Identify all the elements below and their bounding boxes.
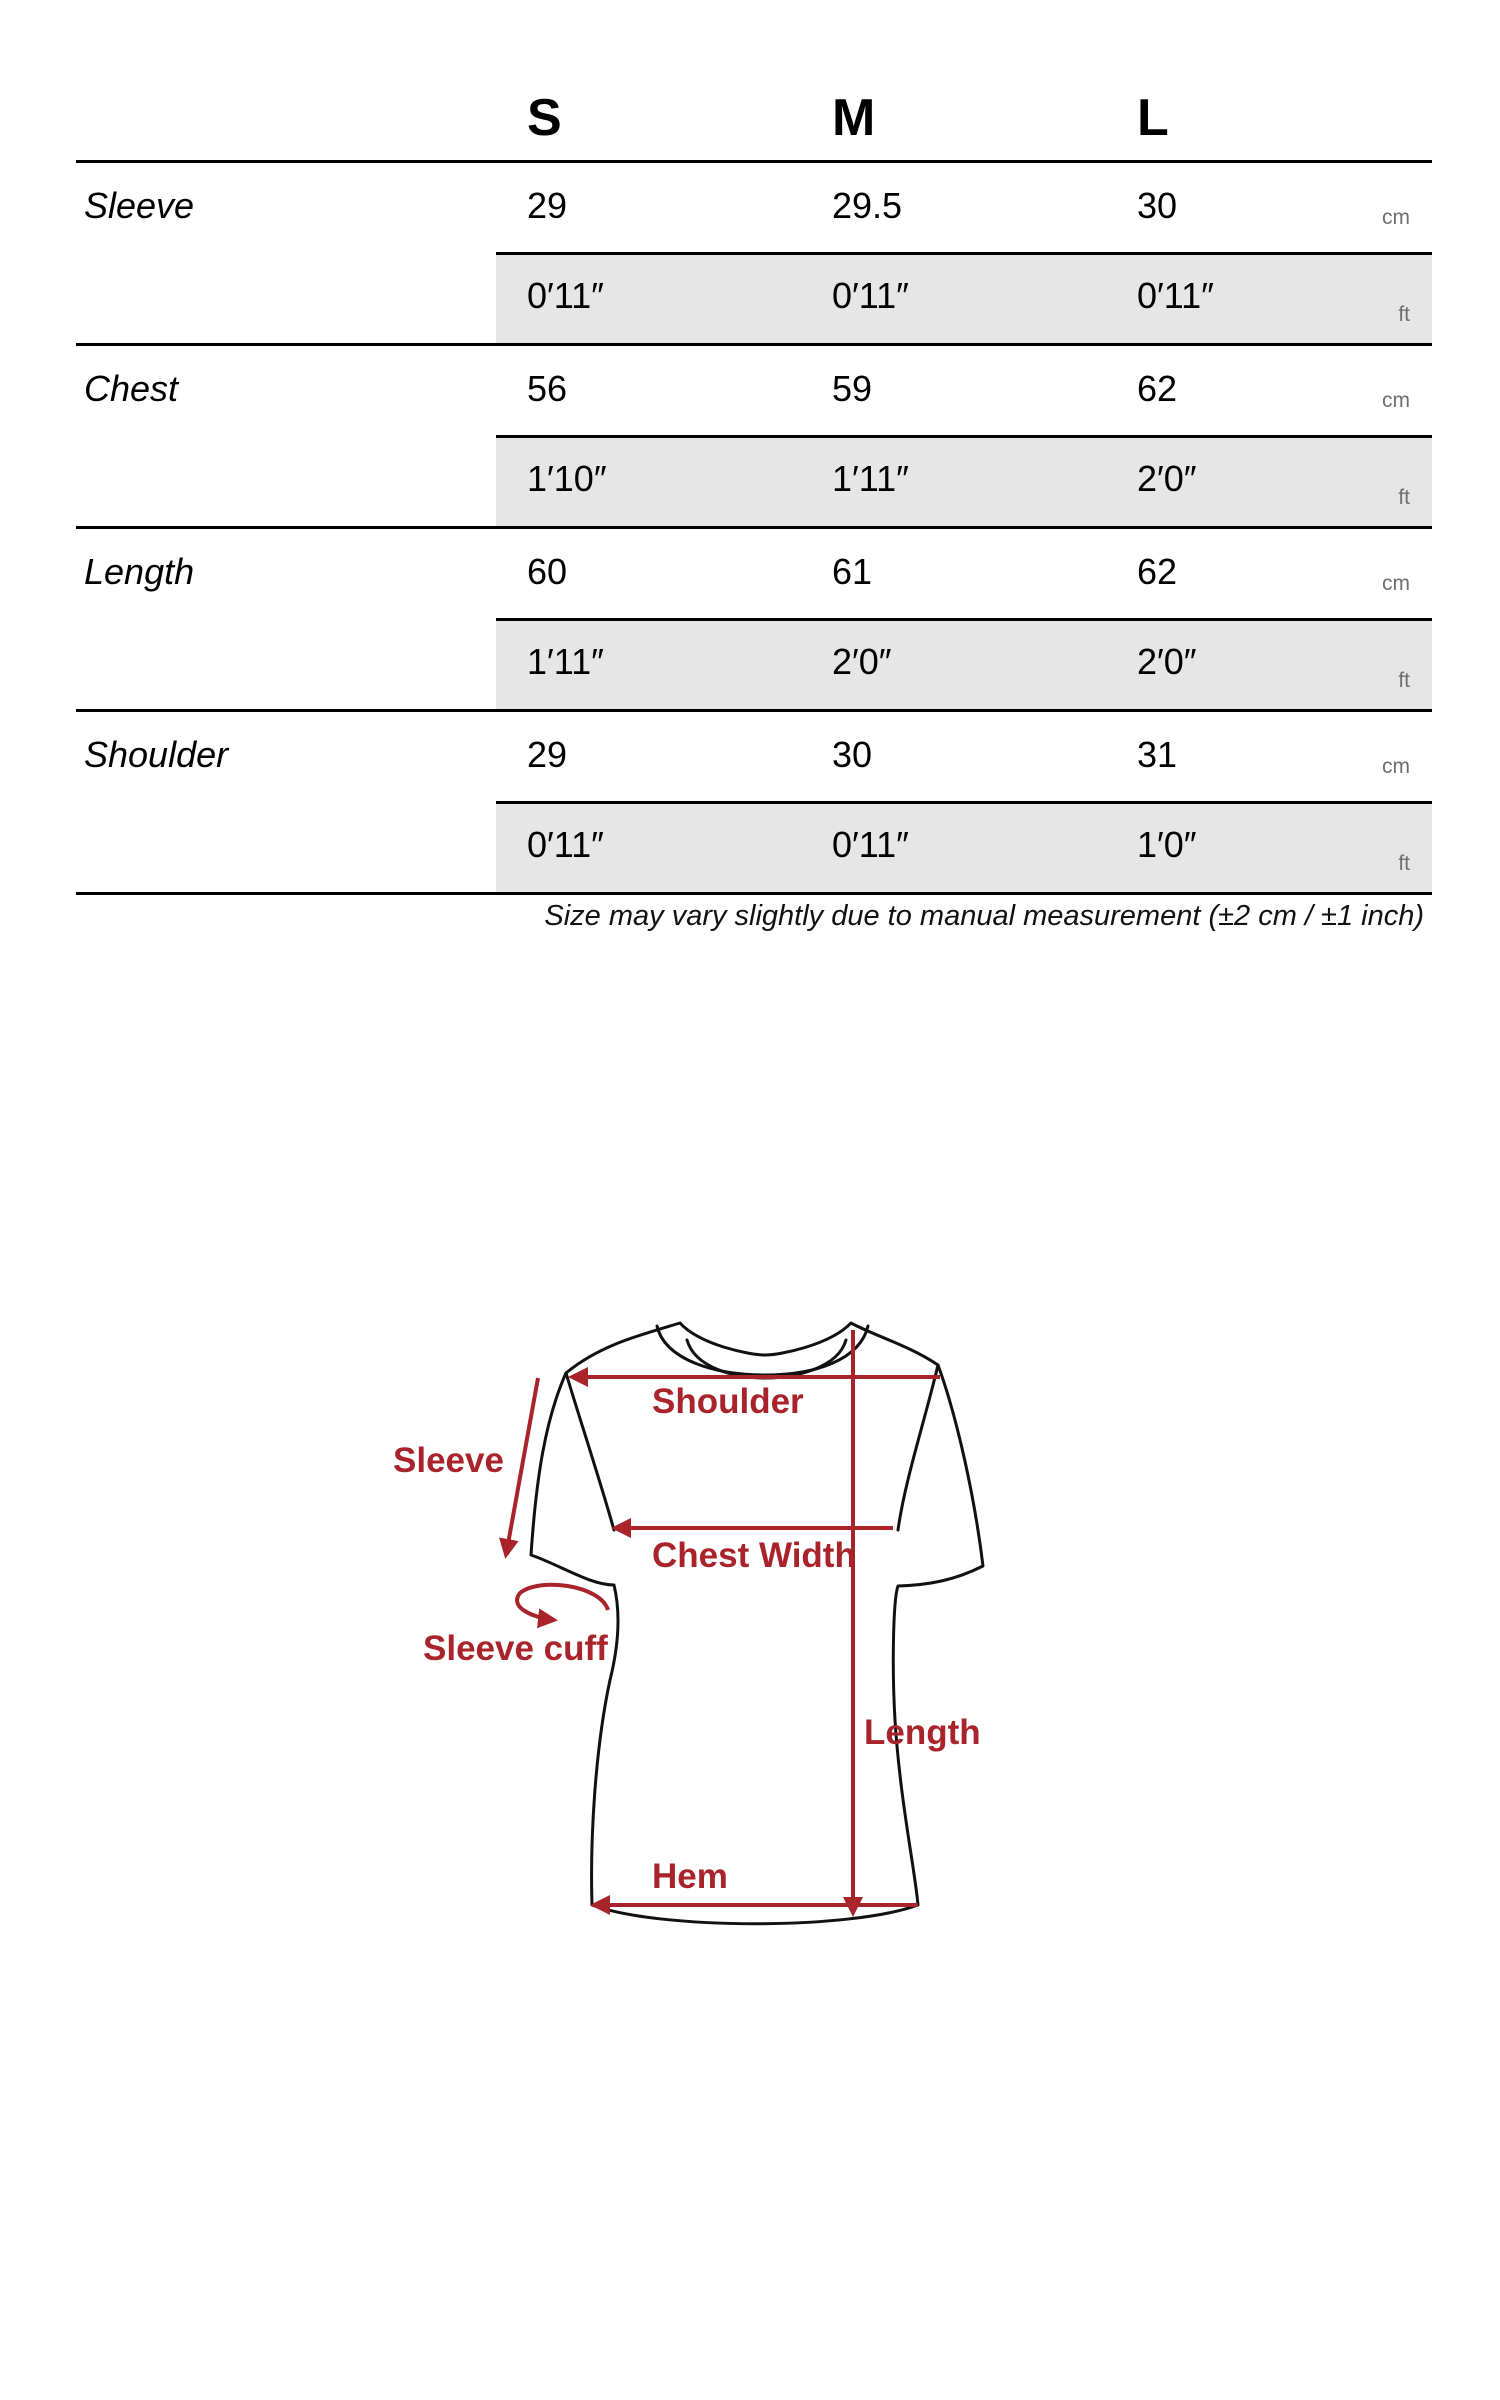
value-ft-l: 1′0″ [1137, 824, 1197, 865]
unit-ft: ft [1398, 852, 1410, 875]
value-ft-m: 0′11″ [832, 824, 909, 865]
label-length: Length [864, 1713, 981, 1752]
value-cm-m: 30 [832, 734, 873, 775]
value-cm-s: 60 [527, 551, 568, 592]
label-sleeve: Sleeve [393, 1441, 504, 1480]
value-cm-m: 59 [832, 368, 873, 409]
value-cm-m: 29.5 [832, 185, 903, 226]
value-ft-s: 0′11″ [527, 275, 604, 316]
sleeve-cuff-arrow [517, 1585, 608, 1620]
row-label-chest: Chest [84, 368, 179, 409]
size-header-m: M [832, 89, 876, 147]
value-ft-s: 0′11″ [527, 824, 604, 865]
size-header-l: L [1137, 89, 1169, 147]
unit-cm: cm [1382, 389, 1410, 412]
label-shoulder: Shoulder [652, 1382, 804, 1421]
label-chest-width: Chest Width [652, 1536, 856, 1575]
value-ft-l: 0′11″ [1137, 275, 1214, 316]
value-cm-l: 62 [1137, 551, 1178, 592]
value-cm-l: 30 [1137, 185, 1178, 226]
value-cm-l: 62 [1137, 368, 1178, 409]
unit-ft: ft [1398, 669, 1410, 692]
value-cm-m: 61 [832, 551, 873, 592]
unit-cm: cm [1382, 755, 1410, 778]
row-label-length: Length [84, 551, 195, 592]
value-cm-s: 29 [527, 185, 568, 226]
measurement-note: Size may vary slightly due to manual measurement (±2 cm / ±1 inch) [544, 900, 1424, 932]
value-ft-m: 0′11″ [832, 275, 909, 316]
unit-cm: cm [1382, 206, 1410, 229]
value-cm-s: 56 [527, 368, 568, 409]
row-label-sleeve: Sleeve [84, 185, 195, 226]
value-ft-l: 2′0″ [1137, 458, 1197, 499]
unit-ft: ft [1398, 303, 1410, 326]
value-ft-l: 2′0″ [1137, 641, 1197, 682]
row-label-shoulder: Shoulder [84, 734, 229, 775]
value-ft-s: 1′10″ [527, 458, 607, 499]
value-cm-s: 29 [527, 734, 568, 775]
size-header-s: S [527, 89, 562, 147]
unit-cm: cm [1382, 572, 1410, 595]
value-ft-s: 1′11″ [527, 641, 604, 682]
label-hem: Hem [652, 1857, 728, 1896]
value-ft-m: 1′11″ [832, 458, 909, 499]
value-cm-l: 31 [1137, 734, 1178, 775]
label-sleeve-cuff: Sleeve cuff [423, 1629, 608, 1668]
value-ft-m: 2′0″ [832, 641, 892, 682]
unit-ft: ft [1398, 486, 1410, 509]
